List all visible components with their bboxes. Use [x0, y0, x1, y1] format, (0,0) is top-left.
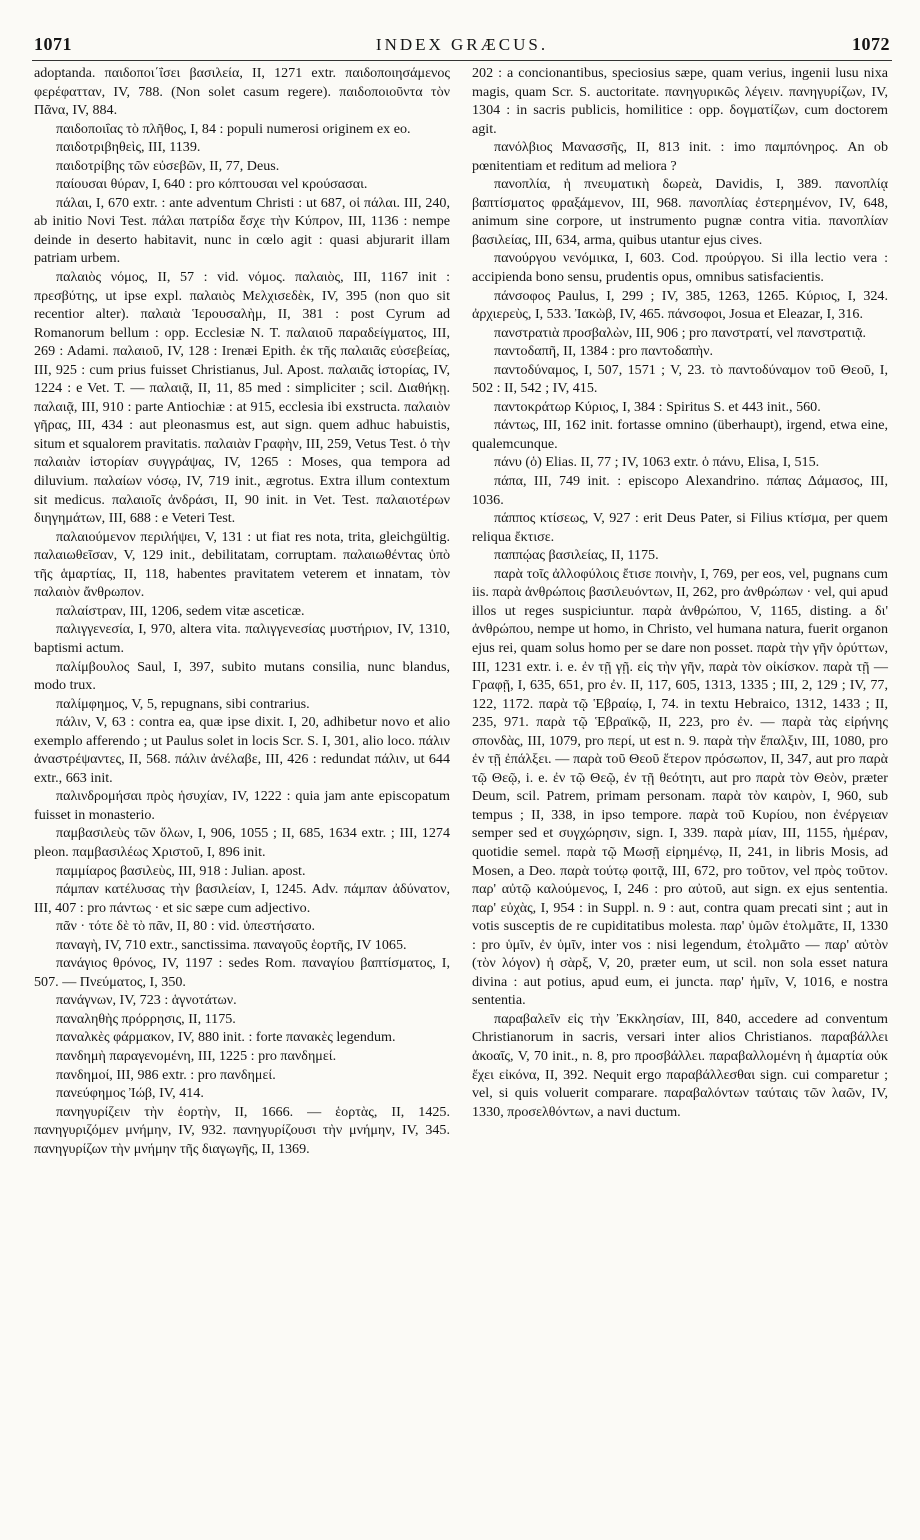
- index-entry: πᾶν · τότε δὲ τὸ πᾶν, II, 80 : vid. ὑπεστήσατο.: [56, 918, 316, 935]
- index-entry: πάλαι, I, 670 extr. : ante adventum Christi : ut 687, οἱ πάλαι. III, 240, ab initio Novi Test. πάλαι πατρίδα ἔσχε τὴν Κύπρον, III, 1136 : nempe deinde in deserto habitavit, nunc in cœlo agit : quasi abjurarit illam patriam urbem.: [34, 194, 450, 267]
- index-entry: πάντως, III, 162 init. fortasse omnino (überhaupt), irgend, etwa eine, qualemcunque.: [472, 417, 888, 452]
- index-entry: παρὰ τοῖς ἀλλοφύλοις ἔτισε ποινὴν, I, 769, per eos, vel, pugnans cum iis. παρὰ ἀνθρώποις βασιλευόντων, II, 262, pro ἀνθρώπων · vel, qui apud illos ut reges suspiciuntur. παρὰ ἀνθρώπου, V, 1165, disting. a δι' ἀνθρώπου, nempe ut homo, in Christo, vel humana natura, fuerit organon ejus rei, quam solus homo per se dare non posset. παρὰ τὴν γῆν ὀρύττων, III, 1231 extr. i. e. ἐν τῇ γῇ. εἰς τὴν γῆν, παρὰ τὸν οἰκίσκον. παρὰ τῇ — Γραφῇ, I, 635, 651, pro ἐν. II, 117, 605, 1313, 1335 ; III, 2, 129 ; IV, 77, 122, 1172. παρὰ τῷ Ἑβραίῳ, I, 74. in textu Hebraico, 1312, 1433 ; II, 235, 971. παρὰ τῷ Ἑβραϊκῷ, II, 223, pro ἐν. — παρὰ τὰς εἰρήνης σπονδὰς, III, 1079, pro περί, ut est n. 9. παρὰ τὴν ἔπαλξιν, III, 1080, pro ἐν τῇ ἐπάλξει. — παρὰ τοῦ Θεοῦ ἕτερον πρόσωπον, II, 347, aut pro παρὰ τῷ Θεῷ, i. e. ἐν τῷ Θεῷ, ἐν τῇ θεότητι, aut pro παρὰ τὸν Θεὸν, præter Deum, scil. Patrem, primam personam. παρὰ τὸν καιρὸν, I, 960, sub tempus ; II, 338, in ipso tempore. παρὰ τοῦ Κυρίου, non ἐνέργειαν semper sed et συγχώρησιν, sign. I, 339. παρὰ μίαν, III, 1155, ἡμέραν, quotidie semel. παρὰ τῷ Μωσῇ εἰρημένῳ, II, 241, in libris Mosis, ad Mosen, a Deo. παρὰ τούτῳ φοιτᾷ, III, 672, pro τοῦτον, vel πρὸς τοῦτον. παρ' αὐτῷ καλούμενος, I, 246 : pro αὐτοῦ, aut sign. ex ejus sententia. παρ' εὐχὰς, I, 954 : in Suppl. n. 9 : aut, contra quam precati sint ; aut in votis susceptis de re cupiditatibus molesta. παρ' ὑμῶν ἐτολμᾶτε, II, 1330 : pro ὑμῖν, ἐν ὑμῖν, inter vos : nisi legendum, ἐτολμᾶτο — παρ' αὐτὸν (τὸν λόγον) ἡ σὰρξ, V, 20, præter eum, ut scil. non sola esset natura divina : aut potius, apud eum, ei juncta. παρ' ἡμῖν, V, 1016, e nostra sententia.: [472, 565, 888, 1009]
- index-entry: πάνυ (ὁ) Elias. II, 77 ; IV, 1063 extr. ὁ πάνυ, Elisa, I, 515.: [494, 454, 820, 471]
- right-column: [472, 64, 888, 1121]
- index-entry: παντοκράτωρ Κύριος, I, 384 : Spiritus S. et 443 init., 560.: [494, 398, 821, 415]
- index-entry: παντοδαπῆ, II, 1384 : pro παντοδαπὴν.: [494, 343, 714, 360]
- index-entry: παλιγγενεσία, I, 970, altera vita. παλιγγενεσίας μυστήριον, IV, 1310, baptismi actum.: [34, 621, 450, 656]
- index-entry: παιδοποιΐας τὸ πλῆθος, I, 84 : populi numerosi originem ex eo.: [56, 120, 411, 137]
- index-entry: πανοπλία, ἡ πνευματικὴ δωρεὰ, Davidis, I, 389. πανοπλίᾳ βαπτίσματος φραξάμενον, III, 968. πανοπλίας ἐστερημένον, IV, 648, animum sine corpore, ut instrumento pugnæ contra vitia. πανοπλίαν βασιλείας, III, 634, arma, quibus utantur ejus cives.: [472, 176, 888, 248]
- index-entry: πάπα, III, 749 init. : episcopo Alexandrino. πάπας Δάμασος, III, 1036.: [472, 473, 888, 508]
- index-entry: παμβασιλεὺς τῶν ὅλων, I, 906, 1055 ; II, 685, 1634 extr. ; III, 1274 pleon. παμβασιλέως Χριστοῦ, I, 896 init.: [34, 825, 450, 860]
- index-entry: πανάγνων, IV, 723 : ἁγνοτάτων.: [56, 992, 237, 1009]
- index-entry: παλαιὸς νόμος, II, 57 : vid. νόμος. παλαιὸς, III, 1167 init : πρεσβύτης, ut ipse expl. παλαιὸς Μελχισεδὲκ, IV, 395 (non quo sit recentior alter). παλαιὰ Ἱερουσαλὴμ, II, 381 : post Cyrum ad Romanorum bellum : opp. Ecclesiæ N. T. παλαιοῦ παραδείγματος, III, 269 : Adami. παλαιοῦ, IV, 128 : Irenæi Epith. ἐκ τῆς παλαιᾶς εὐσεβείας, III, 925 : cum prius fuisset Christianus, Jul. Apost. παλαιᾶς ἱστορίας, IV, 1224 : e Vet. T. — παλαιᾷ, II, 11, 85 med : simpliciter ; scil. Διαθήκῃ. παλαιᾷ, III, 910 : parte Antiochiæ : at 915, ecclesia ibi exstructa. παλαιὸν γῆρας, III, 434 : aut pleonasmus est, aut sign. quem adhuc habuistis, situm et squalorem pravitatis. παλαιὰν Γραφὴν, III, 259, Vetus Test. ὁ τὴν παλαιὰν ἱστορίαν συγγράψας, IV, 1265 : Moses, qua tempora ad diluvium. παλαίων νόσῳ, IV, 719 init., ægrotus. Extra illum contextum sit medicus. παλαιοῖς ἀνδράσι, II, 90 init. in Vet. Test. παλαιοτέρων διηγημάτων, III, 688 : e Veteri Test.: [34, 269, 450, 527]
- index-entry: πάνσοφος Paulus, I, 299 ; IV, 385, 1263, 1265. Κύριος, I, 324. ἀρχιερεὺς, I, 533. Ἰακὼβ, IV, 465. πάνσοφοι, Josua et Eleazar, I, 316.: [472, 287, 888, 323]
- index-entry: παλαίστραν, III, 1206, sedem vitæ asceticæ.: [56, 602, 305, 619]
- index-entry: adoptanda. παιδοποι΄ΐσει βασιλεία, II, 1271 extr. παιδοποιησάμενος φερέφατταν, IV, 788. (Non solet casum regere). παιδοποιοῦντα τὸν Πᾶνα, IV, 884.: [34, 65, 450, 119]
- page-number-right: 1072: [852, 34, 890, 54]
- index-entry: πανηγυρίζειν τὴν ἑορτὴν, II, 1666. — ἑορτὰς, II, 1425. πανηγυριζόμεν μνήμην, IV, 932. πανηγυρίζουσι τὴν μνήμην, IV, 345. πανηγυρίζων τὴν μνήμην τῆς διαγωγῆς, II, 1369.: [34, 1103, 450, 1157]
- index-entry: παραβαλεῖν εἰς τὴν Ἐκκλησίαν, III, 840, accedere ad conventum Christianorum in sacris, versari inter alios Christianos. παραβάλλει ἀκοαῖς, V, 70 init., n. 8, pro προσβάλλει. παραβαλλομένη ἡ ἁμαρτία οὐκ ἔχει εἰκόνα, II, 392. Nequit ergo παραβάλλεσθαι sign. cui comparetur ; vel, si quis voluerit comparare. παραβαλόντων ταύταις τῶν λαῶν, IV, 1330, προσελθόντων, a navi ductum.: [472, 1010, 888, 1120]
- index-entry: 202 : a concionantibus, speciosius sæpe, quam verius, ingenii lusu nixa magis, quam Scr. S. auctoritate. πανηγυρικῶς λέγειν. πανηγυρίζων, IV, 1304 : in sacris publicis, homilitice : opp. δογματίζων, cum doctorem agit.: [472, 65, 888, 137]
- running-header: [34, 34, 890, 60]
- index-entry: πανεύφημος Ἰώβ, IV, 414.: [56, 1085, 204, 1102]
- index-entry: πανδημοί, III, 986 extr. : pro πανδημεί.: [56, 1066, 276, 1083]
- index-entry: πανδημὴ παραγενομένη, III, 1225 : pro πανδημεί.: [56, 1047, 337, 1064]
- index-entry: πάππος κτίσεως, V, 927 : erit Deus Pater, si Filius κτίσμα, per quem reliqua ἔκτισε.: [472, 510, 888, 545]
- running-title: INDEX GRÆCUS.: [375, 35, 549, 54]
- index-entry: πανόλβιος Μανασσῆς, II, 813 init. : imo παμπόνηρος. An ob pœnitentiam et reditum ad meliora ?: [472, 139, 888, 174]
- index-entry: πάμπαν κατέλυσας τὴν βασιλείαν, I, 1245. Adv. πάμπαν ἀδύνατον, III, 407 : pro πάντως · et sic sæpe cum adjectivo.: [34, 881, 450, 916]
- index-entry: παντοδύναμος, I, 507, 1571 ; V, 23. τὸ παντοδύναμον τοῦ Θεοῦ, I, 502 : II, 542 ; IV, 415.: [472, 361, 888, 397]
- page-number-left: 1071: [34, 34, 72, 54]
- left-column: [34, 64, 450, 1158]
- index-entry: πανστρατιὰ προσβαλὼν, III, 906 ; pro πανστρατί, vel πανστρατιᾷ.: [494, 324, 867, 341]
- index-entry: παλαιούμενον περιλήψει, V, 131 : ut fiat res nota, trita, gleichgültig. παλαιωθεῖσαν, V, 129 init., debilitatam, corruptam. παλαιωθέντας ὑπὸ τῆς ἁμαρτίας, II, 118, habentes pravitatem veterem et innatam, τὸν παλαιὸν ἄνθρωπον.: [34, 528, 450, 601]
- index-entry: παιδοτριβηθεὶς, III, 1139.: [56, 139, 201, 156]
- index-entry: παιδοτρίβης τῶν εὐσεβῶν, II, 77, Deus.: [56, 157, 280, 174]
- index-entry: πανάγιος θρόνος, IV, 1197 : sedes Rom. παναγίου βαπτίσματος, I, 507. — Πνεύματος, I, 350.: [34, 955, 450, 990]
- index-entry: παλινδρομήσαι πρὸς ἡσυχίαν, IV, 1222 : quia jam ante episcopatum fuisset in monasterio.: [34, 788, 450, 823]
- index-entry: παλίμβουλος Saul, I, 397, subito mutans consilia, nunc blandus, modo trux.: [34, 658, 450, 694]
- index-entry: παμμίαρος βασιλεὺς, III, 918 : Julian. apost.: [56, 862, 306, 879]
- index-entry: πάλιν, V, 63 : contra ea, quæ ipse dixit. I, 20, adhibetur novo et alio exemplo afferendo ; ut Paulus solet in locis Scr. S. I, 301, alio loco. πάλιν ἀναστρέψαντες, II, 568. πάλιν ἀνέλαβε, III, 426 : redundat πάλιν, ut 644 extr., 663 init.: [34, 714, 450, 786]
- index-entry: παππῴας βασιλείας, II, 1175.: [494, 547, 659, 564]
- index-entry: παίουσαι θύραν, I, 640 : pro κόπτουσαι vel κρούσασαι.: [56, 176, 368, 193]
- index-entry: πανούργου νενόμικα, I, 603. Cod. προύργου. Si illa lectio vera : accipienda bono sensu, prudentis opus, omnibus satisfacientis.: [472, 250, 888, 286]
- index-entry: παναλκὲς φάρμακον, IV, 880 init. : forte πανακὲς legendum.: [56, 1029, 396, 1046]
- index-entry: παλίμφημος, V, 5, repugnans, sibi contrarius.: [56, 695, 310, 712]
- header-rule: [32, 60, 892, 61]
- index-entry: παναγὴ, IV, 710 extr., sanctissima. παναγοῦς ἑορτῆς, IV 1065.: [56, 936, 407, 953]
- index-entry: παναληθὴς πρόρρησις, II, 1175.: [56, 1010, 236, 1027]
